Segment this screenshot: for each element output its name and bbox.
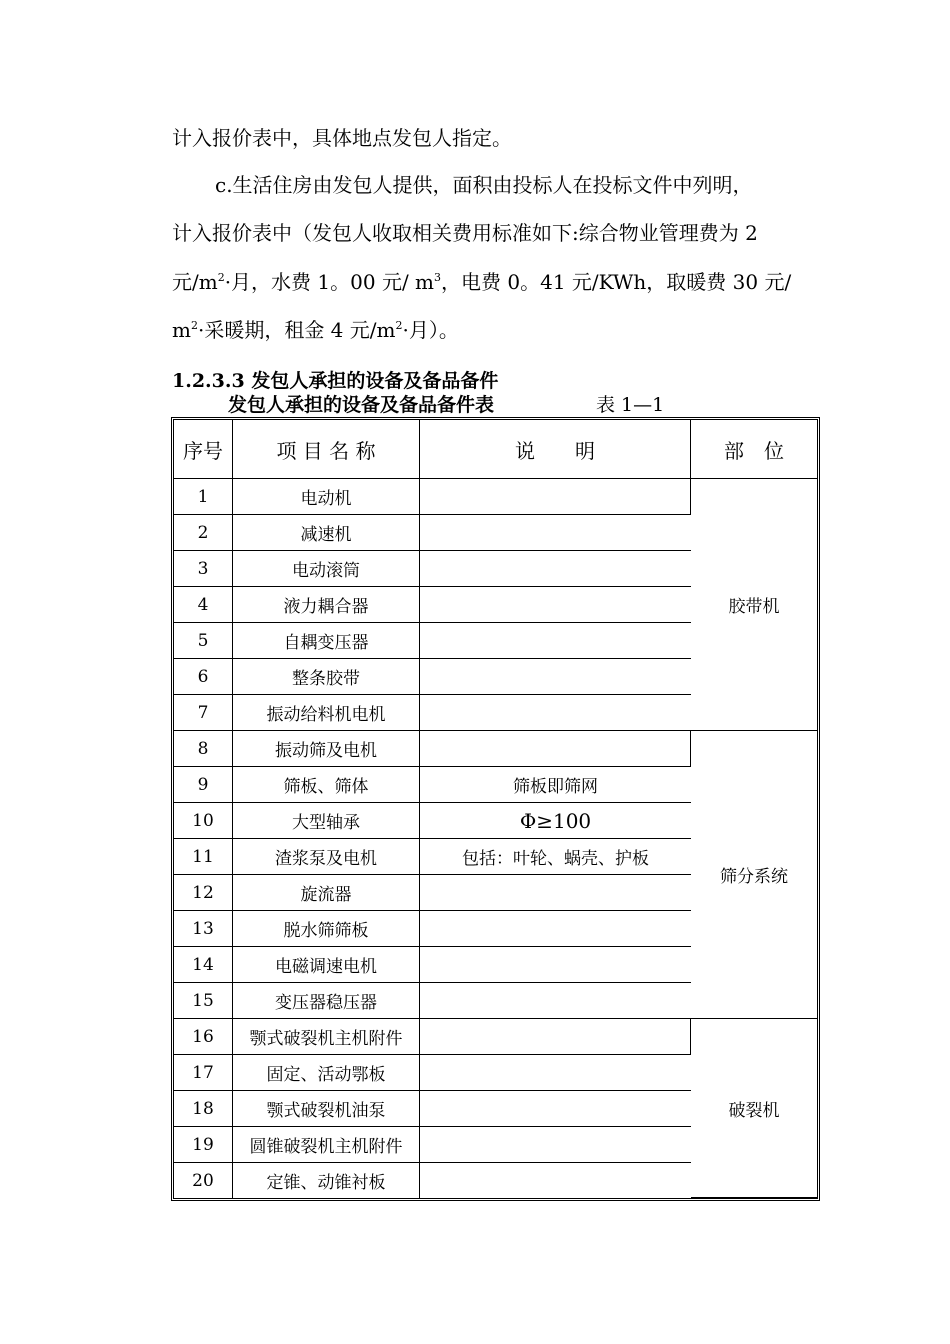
cell-note bbox=[420, 731, 691, 767]
cell-note bbox=[420, 551, 691, 587]
paragraph-line: c.生活住房由发包人提供，面积由投标人在投标文件中列明， bbox=[215, 173, 753, 197]
cell-name: 颚式破裂机油泵 bbox=[233, 1091, 420, 1127]
cell-no: 1 bbox=[174, 479, 233, 515]
cell-note bbox=[420, 1019, 691, 1055]
cell-note bbox=[420, 875, 691, 911]
cell-no: 7 bbox=[174, 695, 233, 731]
cell-note bbox=[420, 911, 691, 947]
table-row bbox=[174, 731, 817, 767]
cell-no: 5 bbox=[174, 623, 233, 659]
equipment-table bbox=[171, 417, 820, 1201]
cell-note bbox=[420, 623, 691, 659]
cell-note: 包括：叶轮、蜗壳、护板 bbox=[420, 839, 691, 875]
cell-name: 液力耦合器 bbox=[233, 587, 420, 623]
cell-name: 筛板、筛体 bbox=[233, 767, 420, 803]
cell-note bbox=[420, 1127, 691, 1163]
cell-note bbox=[420, 587, 691, 623]
paragraph-line: 元$/m^2\cdot$月，水费 1。00 元/ $m^3$，电费 0。41 元/KWh，取暖费 30 元/ bbox=[172, 270, 792, 294]
cell-note bbox=[420, 515, 691, 551]
cell-name: 电动机 bbox=[233, 479, 420, 515]
cell-name: 电动滚筒 bbox=[233, 551, 420, 587]
header-name: 项 目 名 称 bbox=[233, 420, 420, 479]
cell-no: 6 bbox=[174, 659, 233, 695]
cell-no: 19 bbox=[174, 1127, 233, 1163]
cell-note bbox=[420, 947, 691, 983]
table-row bbox=[174, 479, 817, 515]
cell-no: 3 bbox=[174, 551, 233, 587]
paragraph-line: $m^2\cdot$采暖期，租金 4 元$/m^2\cdot$月）。 bbox=[172, 318, 459, 342]
table-header-row bbox=[174, 420, 817, 479]
table-number: 表 1—1 bbox=[596, 394, 665, 416]
cell-no: 2 bbox=[174, 515, 233, 551]
cell-no: 10 bbox=[174, 803, 233, 839]
cell-name: 定锥、动锥衬板 bbox=[233, 1163, 420, 1198]
cell-group: 破裂机 bbox=[691, 1019, 817, 1198]
cell-name: 电磁调速电机 bbox=[233, 947, 420, 983]
header-section: 部 位 bbox=[691, 420, 817, 479]
table-title bbox=[228, 394, 665, 416]
cell-name: 自耦变压器 bbox=[233, 623, 420, 659]
header-no: 序号 bbox=[174, 420, 233, 479]
cell-name: 变压器稳压器 bbox=[233, 983, 420, 1019]
cell-name: 脱水筛筛板 bbox=[233, 911, 420, 947]
cell-note bbox=[420, 479, 691, 515]
cell-name: 振动筛及电机 bbox=[233, 731, 420, 767]
cell-no: 8 bbox=[174, 731, 233, 767]
cell-no: 20 bbox=[174, 1163, 233, 1198]
paragraph-line: 计入报价表中（发包人收取相关费用标准如下:综合物业管理费为 2 bbox=[172, 221, 758, 245]
header-note: 说 明 bbox=[420, 420, 691, 479]
cell-name: 整条胶带 bbox=[233, 659, 420, 695]
cell-name: 圆锥破裂机主机附件 bbox=[233, 1127, 420, 1163]
section-heading: 1.2.3.3 发包人承担的设备及备品备件 bbox=[172, 370, 499, 392]
cell-note: 筛板即筛网 bbox=[420, 767, 691, 803]
cell-group: 筛分系统 bbox=[691, 731, 817, 1019]
cell-name: 大型轴承 bbox=[233, 803, 420, 839]
cell-no: 4 bbox=[174, 587, 233, 623]
cell-note bbox=[420, 1055, 691, 1091]
cell-note: Φ≥100 bbox=[420, 803, 691, 839]
cell-name: 固定、活动鄂板 bbox=[233, 1055, 420, 1091]
cell-name: 颚式破裂机主机附件 bbox=[233, 1019, 420, 1055]
cell-note bbox=[420, 1091, 691, 1127]
cell-no: 17 bbox=[174, 1055, 233, 1091]
cell-name: 减速机 bbox=[233, 515, 420, 551]
cell-note bbox=[420, 983, 691, 1019]
cell-no: 16 bbox=[174, 1019, 233, 1055]
cell-note bbox=[420, 659, 691, 695]
cell-no: 11 bbox=[174, 839, 233, 875]
cell-group: 胶带机 bbox=[691, 479, 817, 731]
cell-no: 14 bbox=[174, 947, 233, 983]
cell-no: 12 bbox=[174, 875, 233, 911]
cell-no: 15 bbox=[174, 983, 233, 1019]
table-row bbox=[174, 1019, 817, 1055]
cell-no: 13 bbox=[174, 911, 233, 947]
cell-name: 渣浆泵及电机 bbox=[233, 839, 420, 875]
cell-note bbox=[420, 1163, 691, 1198]
paragraph-line: 计入报价表中，具体地点发包人指定。 bbox=[172, 126, 512, 150]
cell-note bbox=[420, 695, 691, 731]
cell-name: 旋流器 bbox=[233, 875, 420, 911]
cell-name: 振动给料机电机 bbox=[233, 695, 420, 731]
table-title-text: 发包人承担的设备及备品备件表 bbox=[228, 394, 495, 416]
cell-no: 9 bbox=[174, 767, 233, 803]
cell-no: 18 bbox=[174, 1091, 233, 1127]
